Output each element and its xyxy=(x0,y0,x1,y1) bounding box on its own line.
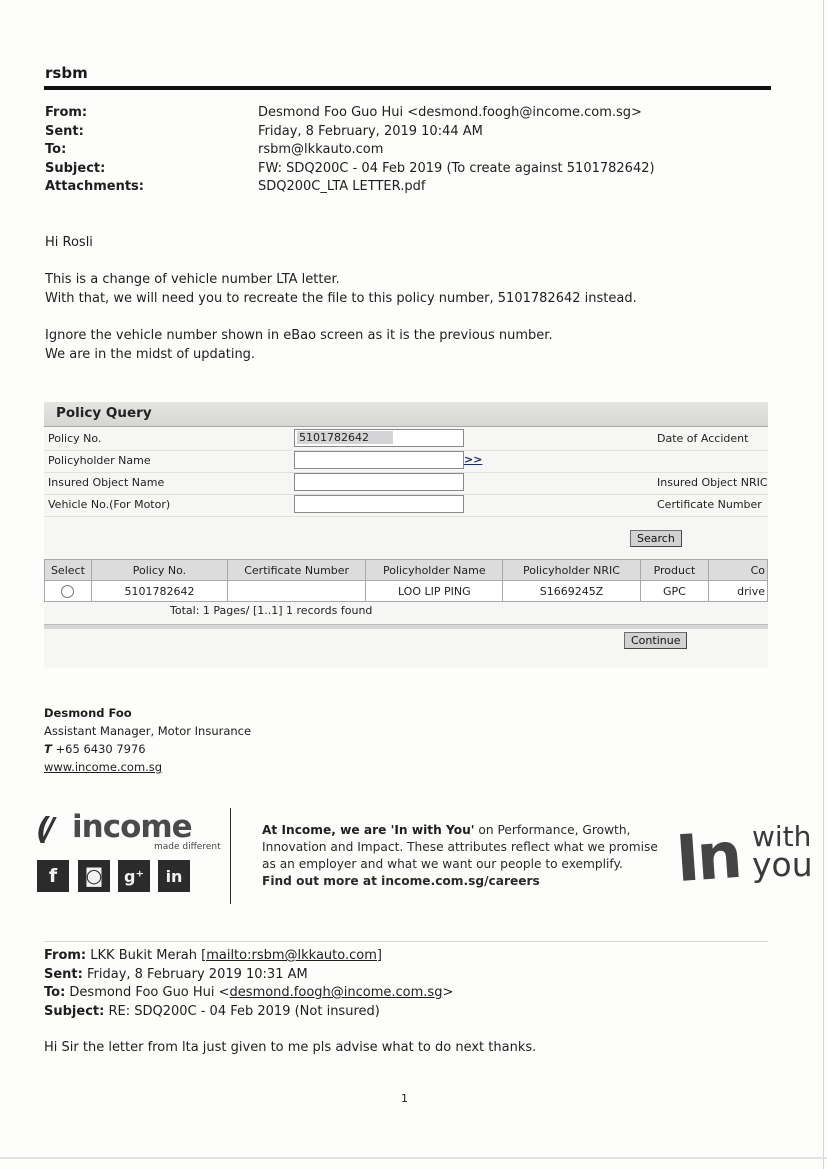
header-subject-row xyxy=(45,160,655,179)
header-label: From: xyxy=(45,105,88,120)
header-label: Sent: xyxy=(45,123,84,139)
forward-divider xyxy=(44,941,768,942)
product-cell: GPC xyxy=(640,581,709,602)
body-paragraph-1 xyxy=(45,270,637,308)
promo-bold: At Income, we are 'In with You' xyxy=(262,823,475,837)
policy-query-screenshot xyxy=(44,402,768,668)
body-paragraph-2 xyxy=(45,326,553,364)
promo-line: Innovation and Impact. These attributes reflect what we promise xyxy=(262,840,658,854)
title-divider xyxy=(44,86,771,90)
fwd-to-row xyxy=(44,984,453,1003)
policy-no-input[interactable] xyxy=(294,429,464,447)
field-label: Certificate Number xyxy=(657,498,762,511)
policy-no-cell: 5101782642 xyxy=(91,581,227,602)
insured-object-name-row xyxy=(44,472,768,495)
fwd-to-close: > xyxy=(442,985,454,1000)
linkedin-icon[interactable]: in xyxy=(158,860,190,892)
signature-name: Desmond Foo xyxy=(44,706,132,720)
fwd-from-row xyxy=(44,947,453,966)
signature-block xyxy=(44,704,251,776)
phone-number: +65 6430 7976 xyxy=(51,742,146,756)
records-total: Total: 1 Pages/ [1..1] 1 records found xyxy=(170,604,373,617)
policyholder-nric-cell: S1669245Z xyxy=(503,581,640,602)
signature-phone xyxy=(44,740,251,758)
fwd-to-name: Desmond Foo Guo Hui < xyxy=(65,985,230,1000)
column-header: Product xyxy=(640,560,709,581)
forwarded-body: Hi Sir the letter from lta just given to me pls advise what to do next thanks. xyxy=(44,1040,537,1055)
income-logo-tagline: made different xyxy=(154,842,221,852)
field-label: Vehicle No.(For Motor) xyxy=(48,498,171,511)
website-link[interactable]: www.income.com.sg xyxy=(44,760,163,774)
vehicle-no-input[interactable] xyxy=(294,495,464,513)
lookup-link[interactable]: >> xyxy=(464,453,483,466)
policy-query-title: Policy Query xyxy=(56,405,152,421)
header-value: Desmond Foo Guo Hui <desmond.foogh@income.com.sg> xyxy=(258,105,642,120)
table-header-row xyxy=(45,560,768,581)
fwd-mailto-link[interactable]: [mailto:rsbm@lkkauto.com] xyxy=(201,948,382,963)
instagram-icon[interactable]: ◙ xyxy=(78,860,110,892)
co-cell: drive xyxy=(709,581,768,602)
field-label: Date of Accident xyxy=(657,432,749,445)
header-value: FW: SDQ200C - 04 Feb 2019 (To create against 5101782642) xyxy=(258,160,655,176)
in-with-you-logo-in: In xyxy=(673,818,742,898)
google-plus-icon[interactable]: g⁺ xyxy=(118,860,150,892)
body-line: With that, we will need you to recreate the file to this policy number, 5101782642 instead. xyxy=(45,291,637,306)
policyholder-name-input[interactable] xyxy=(294,451,464,469)
select-cell xyxy=(45,581,92,602)
table-row xyxy=(45,581,768,602)
fwd-to-email-link[interactable]: desmond.foogh@income.com.sg xyxy=(229,985,443,1000)
column-header: Certificate Number xyxy=(228,560,366,581)
scan-edge xyxy=(0,1157,827,1159)
body-line: This is a change of vehicle number LTA letter. xyxy=(45,272,340,287)
header-label: Subject: xyxy=(45,160,106,176)
vehicle-no-row xyxy=(44,494,768,517)
header-from-row xyxy=(45,104,655,123)
fwd-sent-row xyxy=(44,966,453,985)
header-sent-row xyxy=(45,123,655,142)
policy-query-header xyxy=(44,402,768,427)
promo-careers-link[interactable]: Find out more at income.com.sg/careers xyxy=(262,874,540,888)
promo-line xyxy=(262,822,658,839)
phone-prefix: T xyxy=(44,742,52,756)
header-label: Attachments: xyxy=(45,179,144,194)
attachment-filename: SDQ200C_LTA LETTER.pdf xyxy=(258,179,426,194)
insured-object-name-input[interactable] xyxy=(294,473,464,491)
in-with-you-logo-with: with xyxy=(752,820,812,853)
search-button[interactable]: Search xyxy=(630,530,682,547)
promo-line: as an employer and what we want our people to exemplify. xyxy=(262,857,623,871)
header-value: Friday, 8 February, 2019 10:44 AM xyxy=(258,123,483,139)
fwd-label: Subject: xyxy=(44,1003,105,1019)
mailbox-title: rsbm xyxy=(45,64,88,82)
fwd-label: To: xyxy=(44,985,66,1000)
certificate-number-cell xyxy=(228,581,366,602)
column-header: Policyholder Name xyxy=(366,560,503,581)
fwd-from-name: LKK Bukit Merah xyxy=(86,948,202,963)
results-table xyxy=(44,559,768,602)
scan-edge xyxy=(823,0,824,1169)
header-attachments-row xyxy=(45,178,655,197)
policyholder-name-row xyxy=(44,450,768,473)
field-label: Insured Object NRIC xyxy=(657,476,768,489)
field-label: Insured Object Name xyxy=(48,476,165,489)
income-logo-mark-icon: (/ xyxy=(36,812,49,847)
facebook-icon[interactable]: f xyxy=(37,860,69,892)
continue-button[interactable]: Continue xyxy=(624,632,687,649)
policy-no-row xyxy=(44,428,768,451)
header-value: rsbm@lkkauto.com xyxy=(258,142,384,157)
email-header xyxy=(45,104,655,197)
fwd-label: From: xyxy=(44,948,87,963)
banner-divider xyxy=(230,808,231,904)
column-header: Co xyxy=(709,560,768,581)
income-logo-word: income xyxy=(72,809,192,845)
forwarded-header xyxy=(44,947,453,1021)
column-header: Policyholder NRIC xyxy=(503,560,640,581)
fwd-subject-value: RE: SDQ200C - 04 Feb 2019 (Not insured) xyxy=(104,1003,380,1019)
input-value: 5101782642 xyxy=(297,431,393,444)
column-header: Policy No. xyxy=(91,560,227,581)
page-number: 1 xyxy=(401,1092,408,1105)
fwd-label: Sent: xyxy=(44,966,83,982)
body-line: We are in the midst of updating. xyxy=(45,347,256,362)
promo-text: on Performance, Growth, xyxy=(474,823,631,837)
column-header: Select xyxy=(45,560,92,581)
fwd-sent-value: Friday, 8 February 2019 10:31 AM xyxy=(82,966,308,982)
field-label: Policyholder Name xyxy=(48,454,151,467)
header-to-row xyxy=(45,141,655,160)
select-radio[interactable] xyxy=(61,585,74,598)
careers-promo xyxy=(262,822,658,890)
fwd-subject-row xyxy=(44,1003,453,1022)
greeting: Hi Rosli xyxy=(45,235,93,250)
in-with-you-logo-you: you xyxy=(752,845,813,884)
field-label: Policy No. xyxy=(48,432,102,445)
signature-title: Assistant Manager, Motor Insurance xyxy=(44,724,252,738)
policyholder-name-cell: LOO LIP PING xyxy=(366,581,503,602)
body-line: Ignore the vehicle number shown in eBao screen as it is the previous number. xyxy=(45,328,553,343)
section-divider xyxy=(44,624,768,629)
header-label: To: xyxy=(45,142,67,157)
